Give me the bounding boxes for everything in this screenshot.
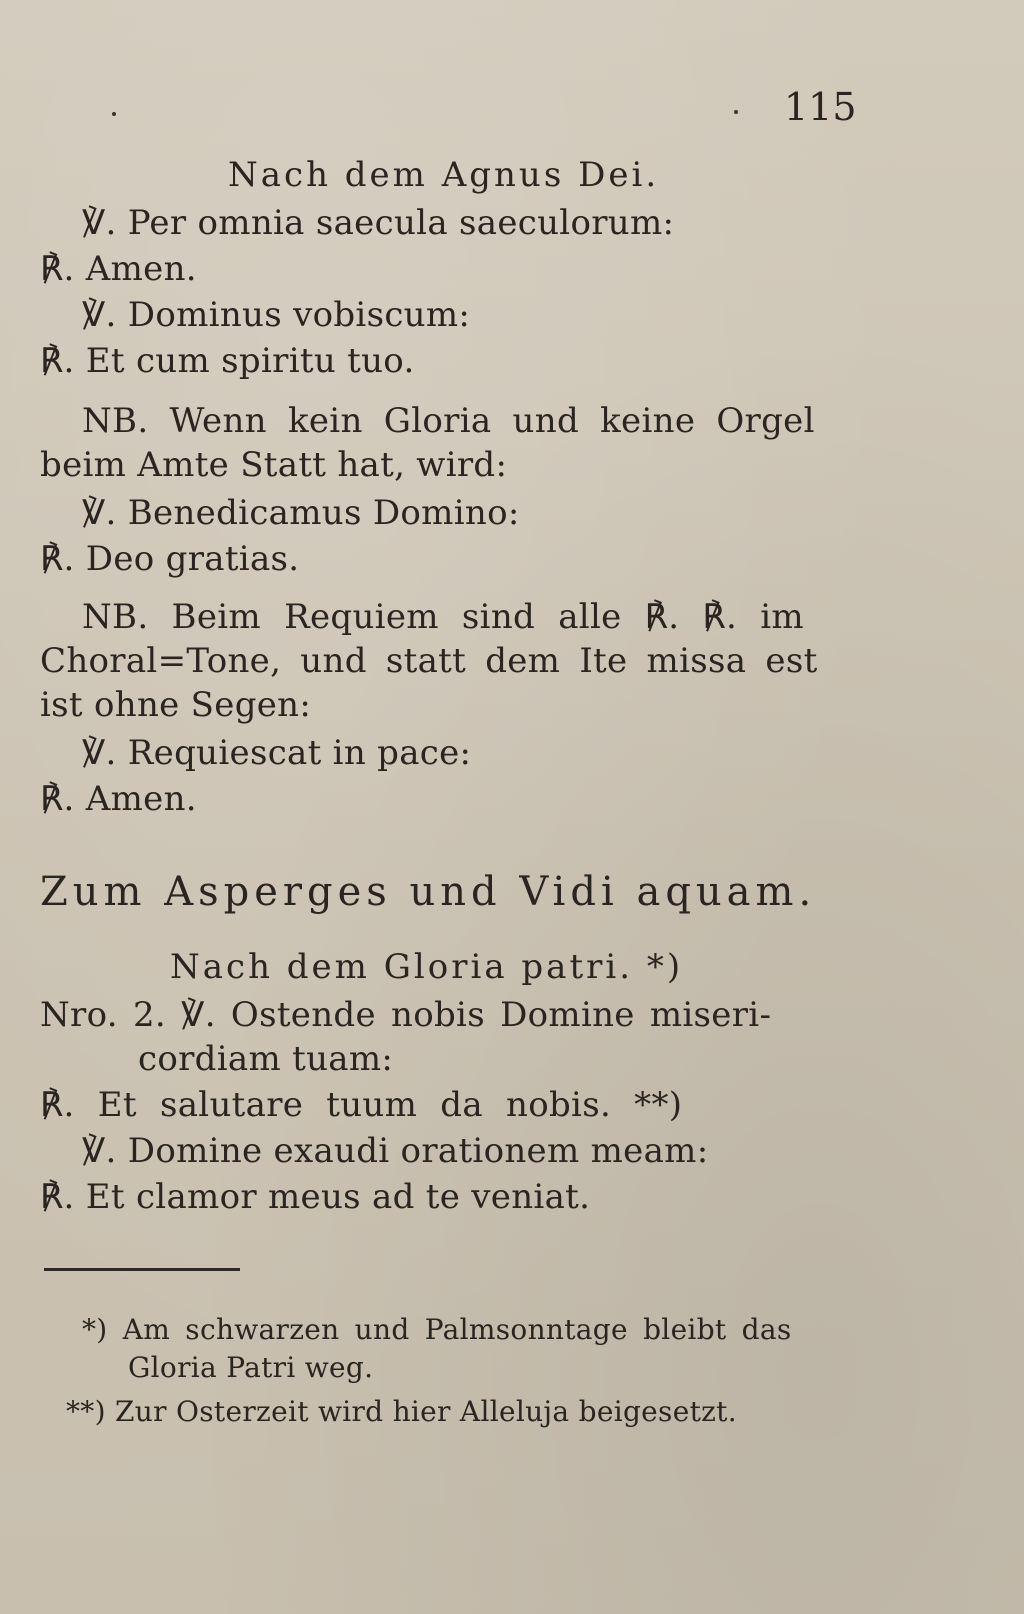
response-line: ℟. Et salutare tuum da nobis. **) <box>40 1085 683 1125</box>
speck <box>734 110 738 114</box>
versicle-line: ℣. Benedicamus Domino: <box>82 493 520 533</box>
footnote-rule <box>44 1268 240 1271</box>
response-line: ℟. Deo gratias. <box>40 539 300 579</box>
footnote-line: Gloria Patri weg. <box>128 1351 374 1384</box>
nota-bene-line: NB. Wenn kein Gloria und keine Orgel <box>82 401 815 441</box>
versicle-line: ℣. Requiescat in pace: <box>82 733 472 773</box>
nota-bene-line: NB. Beim Requiem sind alle ℟. ℟. im <box>82 597 804 637</box>
versicle-line: Nro. 2. ℣. Ostende nobis Domine miseri- <box>40 995 772 1035</box>
response-line: ℟. Et cum spiritu tuo. <box>40 341 415 381</box>
response-line: ℟. Amen. <box>40 779 197 819</box>
footnote-line: **) Zur Osterzeit wird hier Alleluja beigesetzt. <box>66 1395 737 1428</box>
speck <box>112 112 116 116</box>
response-line: ℟. Et clamor meus ad te veniat. <box>40 1177 591 1217</box>
nota-bene-line: Choral=Tone, und statt dem Ite missa est <box>40 641 818 681</box>
footnote-line: *) Am schwarzen und Palmsonntage bleibt das <box>82 1313 792 1346</box>
section-heading-agnus: Nach dem Agnus Dei. <box>228 155 660 195</box>
nota-bene-line: ist ohne Segen: <box>40 685 312 725</box>
versicle-line: ℣. Per omnia saecula saeculorum: <box>82 203 675 243</box>
page-number: 115 <box>784 85 857 129</box>
nota-bene-line: beim Amte Statt hat, wird: <box>40 445 508 485</box>
response-line: ℟. Amen. <box>40 249 197 289</box>
versicle-line: ℣. Domine exaudi orationem meam: <box>82 1131 709 1171</box>
section-heading-gloria: Nach dem Gloria patri. *) <box>170 947 684 987</box>
section-heading-asperges: Zum Asperges und Vidi aquam. <box>40 869 817 915</box>
versicle-line: cordiam tuam: <box>138 1039 394 1079</box>
versicle-line: ℣. Dominus vobiscum: <box>82 295 471 335</box>
